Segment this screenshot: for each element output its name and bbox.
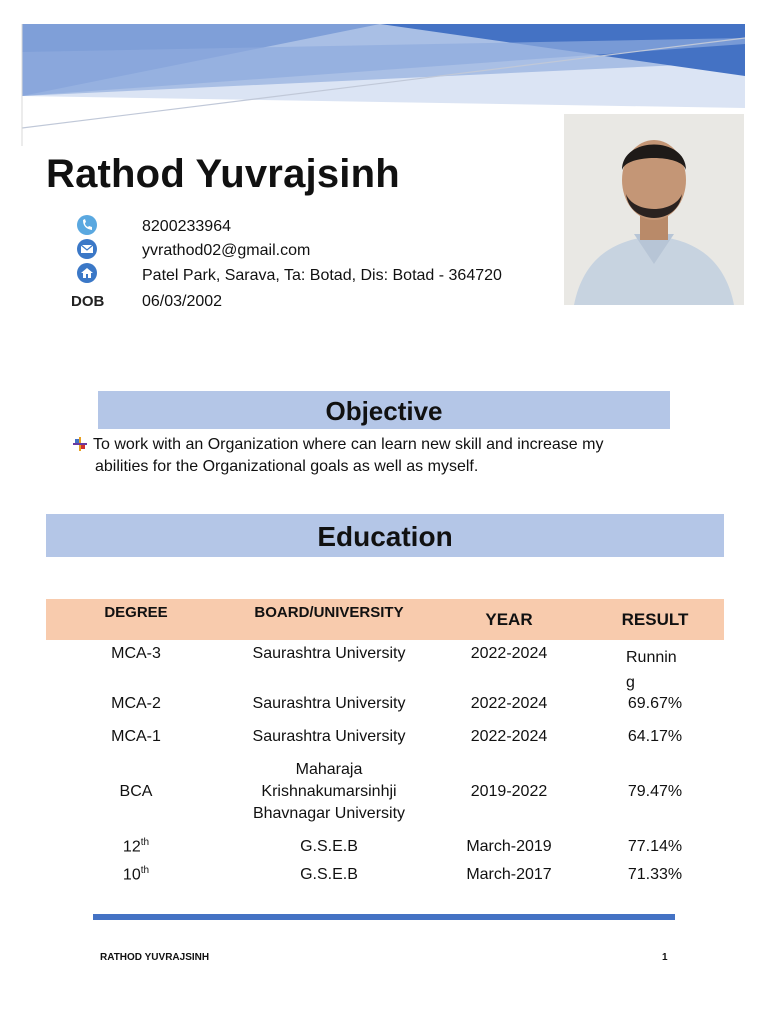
year-cell: March-2019: [466, 838, 552, 855]
degree-cell: BCA: [119, 783, 153, 800]
candidate-name: Rathod Yuvrajsinh: [46, 152, 400, 196]
objective-heading: Objective: [98, 391, 670, 429]
degree-cell: [46, 856, 226, 884]
education-heading: Education: [46, 514, 724, 557]
page-number: 1: [662, 952, 668, 963]
board-cell: Maharaja Krishnakumarsinhji Bhavnagar University: [252, 761, 406, 822]
email-icon: [76, 238, 98, 260]
footer-divider: [93, 914, 675, 920]
year-cell: 2022-2024: [470, 728, 548, 745]
profile-photo: [564, 114, 744, 305]
contact-email: yvrathod02@gmail.com: [142, 242, 311, 259]
table-row: [46, 756, 724, 828]
degree-cell: [46, 828, 226, 856]
table-row: [46, 856, 724, 884]
degree-cell: MCA-1: [111, 728, 161, 745]
board-cell: Saurashtra University: [252, 645, 406, 662]
objective-line-2: abilities for the Organizational goals as well as myself.: [95, 458, 479, 475]
bullet-icon: [72, 436, 88, 452]
result-cell: 77.14%: [627, 838, 683, 855]
table-row: [46, 728, 724, 756]
phone-icon: [76, 214, 98, 236]
table-row: [46, 640, 724, 695]
degree-number: 12: [122, 838, 141, 855]
column-header-result: RESULT: [586, 599, 724, 640]
result-cell: Runnin g: [626, 649, 677, 691]
degree-cell: MCA-2: [111, 695, 161, 712]
column-header-year: YEAR: [432, 599, 586, 640]
contact-address: Patel Park, Sarava, Ta: Botad, Dis: Botad - 364720: [142, 267, 502, 284]
result-cell: 71.33%: [627, 866, 683, 883]
footer-name: RATHOD YUVRAJSINH: [100, 952, 210, 963]
column-header-board: BOARD/UNIVERSITY: [226, 599, 432, 640]
result-cell: 64.17%: [627, 728, 683, 745]
result-cell: 79.47%: [627, 783, 683, 800]
degree-suffix: th: [140, 864, 150, 876]
year-cell: 2022-2024: [470, 695, 548, 712]
year-cell: 2019-2022: [470, 783, 548, 800]
education-table: [46, 599, 724, 884]
home-icon: [76, 262, 98, 284]
result-cell: 69.67%: [627, 695, 683, 712]
table-header-row: [46, 599, 724, 640]
column-header-degree: DEGREE: [46, 599, 226, 640]
board-cell: G.S.E.B: [300, 838, 358, 855]
degree-cell: MCA-3: [111, 645, 161, 662]
degree-number: 10: [122, 866, 141, 883]
degree-suffix: th: [140, 836, 150, 848]
objective-text: [93, 434, 653, 478]
board-cell: G.S.E.B: [300, 866, 358, 883]
table-row: [46, 828, 724, 856]
contact-phone: 8200233964: [142, 218, 231, 235]
year-cell: 2022-2024: [470, 645, 548, 662]
contact-dob: 06/03/2002: [142, 293, 223, 310]
board-cell: Saurashtra University: [252, 695, 406, 712]
objective-line-1: To work with an Organization where can learn new skill and increase my: [93, 436, 604, 453]
dob-label: DOB: [71, 293, 105, 310]
table-row: [46, 695, 724, 728]
year-cell: March-2017: [466, 866, 552, 883]
board-cell: Saurashtra University: [252, 728, 406, 745]
